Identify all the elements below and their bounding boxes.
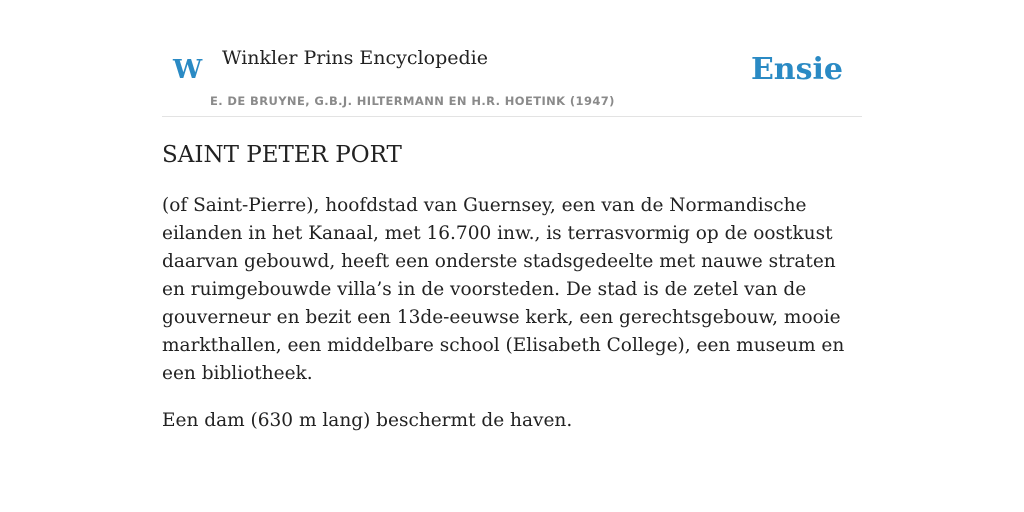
source-title[interactable]: Winkler Prins Encyclopedie [222, 47, 488, 69]
article-headword: SAINT PETER PORT [162, 142, 402, 168]
article-paragraph: (of Saint-Pierre), hoofdstad van Guernsey, een van de Normandische eilanden in het Kanaal, met 16.700 inw., is terrasvormig op de oostkust daarvan gebouwd, heeft een onderste stadsgedeelte met nauwe straten en ruimgebouwde villa’s in de voorsteden. De stad is de zetel van de gouverneur en bezit een 13de-eeuwse kerk, een gerechtsgebouw, mooie markthallen, een middelbare school (Elisabeth College), een museum en een bibliotheek. [162, 195, 845, 384]
article-paragraph: Een dam (630 m lang) beschermt de haven. [162, 410, 573, 431]
source-header [162, 40, 862, 117]
source-authors: E. DE BRUYNE, G.B.J. HILTERMANN EN H.R. HOETINK (1947) [210, 94, 615, 108]
article [162, 138, 862, 435]
source-logo[interactable]: W [173, 55, 203, 85]
brand-logo[interactable]: Ensie [750, 52, 843, 87]
